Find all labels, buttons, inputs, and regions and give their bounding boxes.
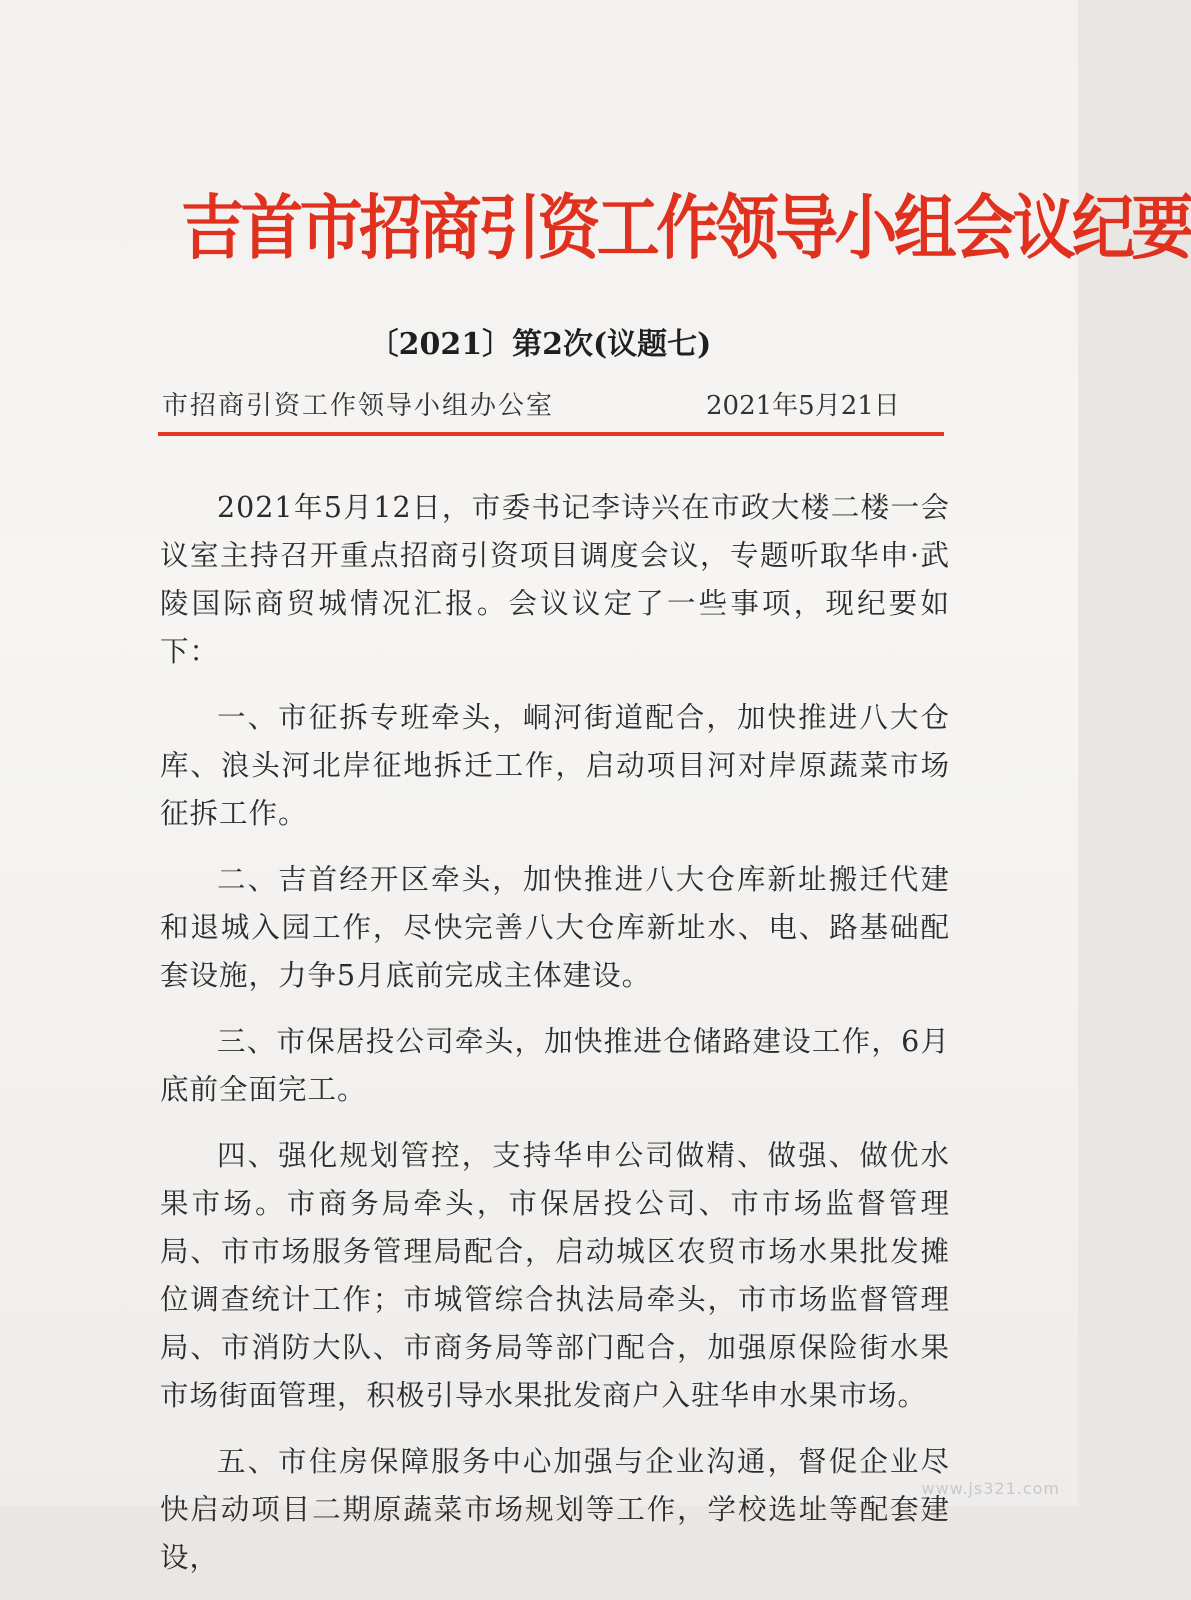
paragraph-item-1: 一、市征拆专班牵头，峒河街道配合，加快推进八大仓库、浪头河北岸征地拆迁工作，启动项目河对岸原蔬菜市场征拆工作。 [160, 701, 950, 830]
paragraph-intro: 2021年5月12日，市委书记李诗兴在市政大楼二楼一会议室主持召开重点招商引资项目调度会议，专题听取华申·武陵国际商贸城情况汇报。会议议定了一些事项，现纪要如下： [160, 491, 950, 668]
site-watermark: www.js321.com [921, 1479, 1060, 1498]
document-number: 〔2021〕第2次(议题七) [368, 327, 712, 362]
paragraph-item-2: 二、吉首经开区牵头，加快推进八大仓库新址搬迁代建和退城入园工作，尽快完善八大仓库新址水、电、路基础配套设施，力争5月底前完成主体建设。 [160, 863, 950, 992]
document-body [160, 484, 950, 1600]
paragraph-item-5: 五、市住房保障服务中心加强与企业沟通，督促企业尽快启动项目二期原蔬菜市场规划等工作，学校选址等配套建设， [160, 1445, 950, 1574]
document-title: 吉首市招商引资工作领导小组会议纪要 [181, 186, 1191, 269]
issuer-office: 市招商引资工作领导小组办公室 [162, 391, 555, 421]
paragraph-item-3: 三、市保居投公司牵头，加快推进仓储路建设工作，6月底前全面完工。 [160, 1025, 950, 1106]
red-divider-line [158, 432, 944, 436]
paragraph-item-4: 四、强化规划管控，支持华申公司做精、做强、做优水果市场。市商务局牵头，市保居投公司、市市场监督管理局、市市场服务管理局配合，启动城区农贸市场水果批发摊位调查统计工作；市城管综合执法局牵头，市市场监督管理局、市消防大队、市商务局等部门配合，加强原保险街水果市场街面管理，积极引导水果批发商户入驻华申水果市场。 [160, 1139, 950, 1412]
issue-date: 2021年5月21日 [706, 391, 900, 421]
